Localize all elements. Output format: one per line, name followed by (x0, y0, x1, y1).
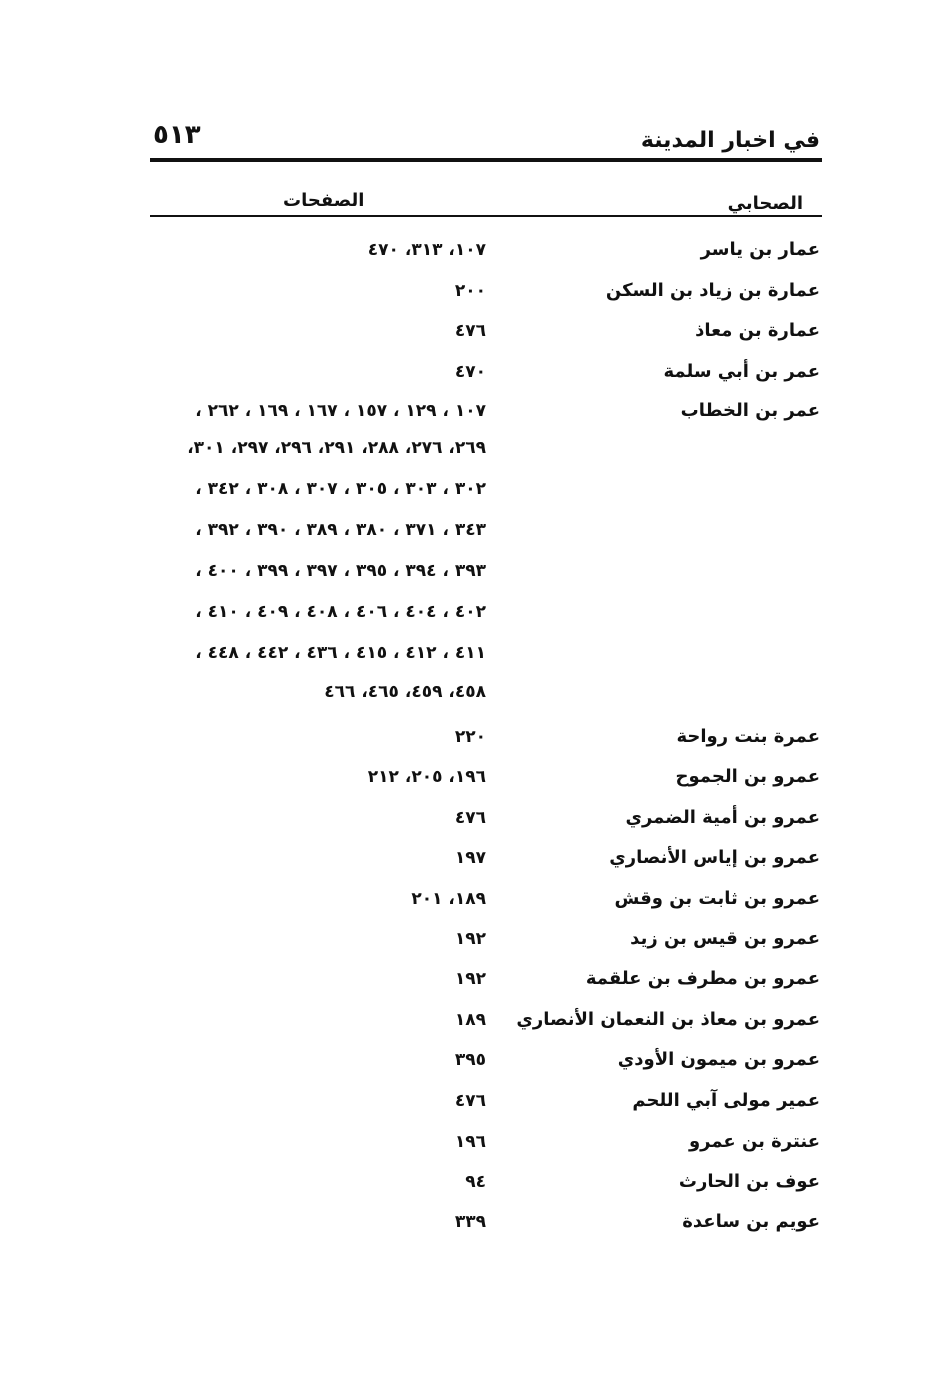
page-references: ١٨٩، ٢٠١ (411, 889, 486, 909)
companion-name: عمرو بن إياس الأنصاري (609, 847, 820, 868)
companion-name: عنترة بن عمرو (688, 1131, 820, 1152)
index-entry (0, 238, 948, 278)
page-references: ٣٩٥ (454, 1050, 486, 1070)
companion-name: عمير مولى آبي اللحم (632, 1090, 820, 1111)
index-entry (0, 806, 948, 846)
page-references: ٢٢٠ (454, 727, 486, 747)
index-entry (0, 846, 948, 886)
index-entry (0, 1210, 948, 1250)
page-references-continuation: ٣٩٣ ، ٣٩٤ ، ٣٩٥ ، ٣٩٧ ، ٣٩٩ ، ٤٠٠ ، (195, 561, 486, 581)
index-entry (0, 319, 948, 359)
page-references: ١٩٢ (454, 929, 486, 949)
page-references: ١٩٦ (454, 1132, 486, 1152)
companion-name: عمرو بن الجموح (675, 766, 820, 787)
index-entry (0, 399, 948, 439)
page-references: ١٠٧، ٣١٣، ٤٧٠ (367, 240, 486, 260)
companion-name: عمرو بن مطرف بن علقمة (585, 968, 820, 989)
companion-name: عمرة بنت رواحة (676, 726, 820, 747)
page-references: ١٨٩ (454, 1010, 486, 1030)
page-references: ٤٧٦ (454, 321, 486, 341)
companion-name: عمر بن أبي سلمة (663, 361, 820, 382)
page-references: ٣٣٩ (454, 1212, 486, 1232)
page-references: ٤٧٦ (454, 1091, 486, 1111)
index-entry (0, 765, 948, 805)
index-entry (0, 967, 948, 1007)
page-references-continuation: ٤٠٢ ، ٤٠٤ ، ٤٠٦ ، ٤٠٨ ، ٤٠٩ ، ٤١٠ ، (195, 602, 486, 622)
page-references: ٩٤ (465, 1172, 486, 1192)
page-references-continuation: ٤١١ ، ٤١٢ ، ٤١٥ ، ٤٣٦ ، ٤٤٢ ، ٤٤٨ ، (195, 643, 486, 663)
page-references: ٢٠٠ (454, 281, 486, 301)
index-entry (0, 279, 948, 319)
page-references-continuation: ٤٥٨، ٤٥٩، ٤٦٥، ٤٦٦ (324, 682, 486, 702)
index-entry (0, 1130, 948, 1170)
companion-name: عويم بن ساعدة (682, 1211, 820, 1232)
page-references: ١٩٢ (454, 969, 486, 989)
running-title: في اخبار المدينة (640, 128, 820, 153)
page-references: ٤٧٠ (454, 362, 486, 382)
companion-name: عمرو بن معاذ بن النعمان الأنصاري (516, 1009, 820, 1030)
index-entry (0, 927, 948, 967)
companion-name: عمرو بن أمية الضمري (625, 807, 820, 828)
page-references-continuation: ٢٦٩، ٢٧٦، ٢٨٨، ٢٩١، ٢٩٦، ٢٩٧، ٣٠١، (187, 438, 486, 458)
index-entry (0, 887, 948, 927)
page-references: ١٠٧ ، ١٢٩ ، ١٥٧ ، ١٦٧ ، ١٦٩ ، ٢٦٢ ، (195, 401, 486, 421)
index-entry (0, 360, 948, 400)
companion-name: عمارة بن زياد بن السكن (605, 280, 820, 301)
page-references: ١٩٧ (454, 848, 486, 868)
page-references: ٤٧٦ (454, 808, 486, 828)
page-references-continuation: ٣٤٣ ، ٣٧١ ، ٣٨٠ ، ٣٨٩ ، ٣٩٠ ، ٣٩٢ ، (195, 520, 486, 540)
index-entry (0, 1008, 948, 1048)
page-references: ١٩٦، ٢٠٥، ٢١٢ (367, 767, 486, 787)
index-entry (0, 1048, 948, 1088)
index-entry (0, 1089, 948, 1129)
companion-name: عمرو بن قيس بن زيد (630, 928, 820, 949)
column-header-name: الصحابي (727, 193, 803, 214)
companion-name: عمر بن الخطاب (680, 400, 820, 421)
index-entry (0, 1170, 948, 1210)
companion-name: عمرو بن ثابت بن وقش (614, 888, 820, 909)
companion-name: عمار بن ياسر (700, 239, 820, 260)
column-header-pages: الصفحات (283, 190, 365, 211)
index-entry (0, 725, 948, 765)
page-number: ٥١٣ (153, 120, 201, 150)
companion-name: عمارة بن معاذ (695, 320, 820, 341)
page-references-continuation: ٣٠٢ ، ٣٠٣ ، ٣٠٥ ، ٣٠٧ ، ٣٠٨ ، ٣٤٢ ، (195, 479, 486, 499)
companion-name: عوف بن الحارث (678, 1171, 820, 1192)
companion-name: عمرو بن ميمون الأودي (617, 1049, 820, 1070)
